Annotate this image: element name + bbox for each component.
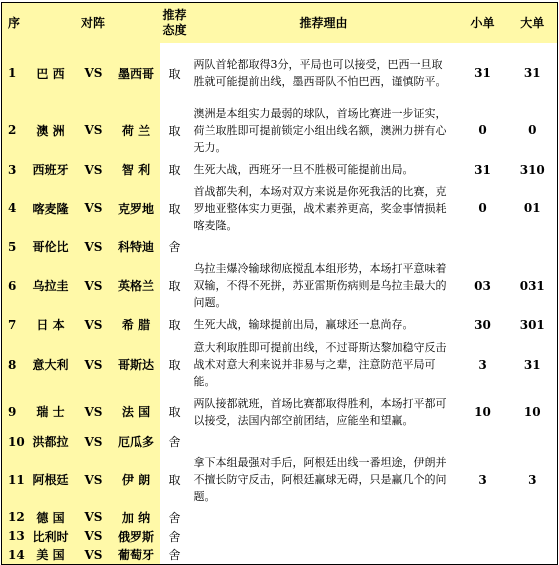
reason-text: 意大利取胜即可提前出线，不过哥斯达黎加稳守反击战术对意大利来说并非易与之辈，注意防范平局可能。: [190, 338, 458, 392]
vs-label: VS: [75, 432, 113, 452]
vs-label: VS: [75, 546, 113, 565]
row-number: 13: [2, 527, 27, 546]
home-team: 哥伦比: [27, 234, 75, 260]
vs-label: VS: [75, 157, 113, 183]
small-bet: 0: [458, 183, 508, 234]
table-row: [2, 392, 558, 432]
reason-text: [190, 546, 458, 565]
header-small: 小单: [458, 3, 508, 43]
away-team: 哥斯达: [113, 338, 160, 392]
big-bet: [508, 234, 558, 260]
table-row: [2, 157, 558, 183]
big-bet: 31: [508, 338, 558, 392]
big-bet: [508, 508, 558, 527]
vs-label: VS: [75, 183, 113, 234]
small-bet: 30: [458, 312, 508, 338]
table-row: [2, 338, 558, 392]
small-bet: 31: [458, 157, 508, 183]
attitude: 舍: [160, 508, 190, 527]
vs-label: VS: [75, 104, 113, 157]
prediction-table: [1, 2, 558, 565]
small-bet: [458, 432, 508, 452]
away-team: 厄瓜多: [113, 432, 160, 452]
attitude: 舍: [160, 234, 190, 260]
small-bet: [458, 546, 508, 565]
home-team: 意大利: [27, 338, 75, 392]
reason-text: 拿下本组最强对手后，阿根廷出线一番坦途，伊朗并不擅长防守反击，阿根廷赢球无碍，只是赢几个的问题。: [190, 452, 458, 508]
attitude: 取: [160, 338, 190, 392]
small-bet: [458, 527, 508, 546]
home-team: 乌拉圭: [27, 260, 75, 312]
vs-label: VS: [75, 527, 113, 546]
attitude: 舍: [160, 546, 190, 565]
small-bet: 10: [458, 392, 508, 432]
header-attitude: 推荐态度: [160, 3, 190, 43]
vs-label: VS: [75, 338, 113, 392]
home-team: 巴 西: [27, 43, 75, 104]
small-bet: 0: [458, 104, 508, 157]
reason-text: 生死大战，西班牙一旦不胜极可能提前出局。: [190, 157, 458, 183]
attitude: 取: [160, 183, 190, 234]
attitude: 取: [160, 104, 190, 157]
reason-text: 两队首轮都取得3分，平局也可以接受，巴西一旦取胜就可能提前出线，墨西哥队不怕巴西，谨慎防平。: [190, 43, 458, 104]
reason-text: 生死大战，输球提前出局，赢球还一息尚存。: [190, 312, 458, 338]
big-bet: [508, 527, 558, 546]
big-bet: 10: [508, 392, 558, 432]
table-row: [2, 312, 558, 338]
table-row: [2, 432, 558, 452]
reason-text: 澳洲是本组实力最弱的球队，首场比赛进一步证实，荷兰取胜即可提前锁定小组出线名额，澳洲力拼有心无力。: [190, 104, 458, 157]
attitude: 舍: [160, 527, 190, 546]
reason-text: [190, 527, 458, 546]
row-number: 3: [2, 157, 27, 183]
away-team: 伊 朗: [113, 452, 160, 508]
vs-label: VS: [75, 452, 113, 508]
table-row: [2, 260, 558, 312]
big-bet: [508, 432, 558, 452]
header-big: 大单: [508, 3, 558, 43]
attitude: 取: [160, 157, 190, 183]
header-reason: 推荐理由: [190, 3, 458, 43]
small-bet: 3: [458, 338, 508, 392]
vs-label: VS: [75, 234, 113, 260]
row-number: 9: [2, 392, 27, 432]
home-team: 德 国: [27, 508, 75, 527]
big-bet: 310: [508, 157, 558, 183]
big-bet: 031: [508, 260, 558, 312]
home-team: 瑞 士: [27, 392, 75, 432]
row-number: 2: [2, 104, 27, 157]
reason-text: [190, 432, 458, 452]
row-number: 4: [2, 183, 27, 234]
attitude: 舍: [160, 432, 190, 452]
big-bet: [508, 546, 558, 565]
small-bet: 3: [458, 452, 508, 508]
attitude: 取: [160, 392, 190, 432]
table-row: [2, 183, 558, 234]
attitude: 取: [160, 452, 190, 508]
attitude: 取: [160, 260, 190, 312]
reason-text: 乌拉圭爆冷输球彻底搅乱本组形势，本场打平意味着双输，不得不死拼，苏亚雷斯伤病则是乌拉圭最大的问题。: [190, 260, 458, 312]
header-num: 序: [2, 3, 27, 43]
home-team: 比利时: [27, 527, 75, 546]
attitude: 取: [160, 43, 190, 104]
row-number: 12: [2, 508, 27, 527]
away-team: 科特迪: [113, 234, 160, 260]
away-team: 葡萄牙: [113, 546, 160, 565]
small-bet: 03: [458, 260, 508, 312]
home-team: 日 本: [27, 312, 75, 338]
table-row: [2, 508, 558, 527]
big-bet: 3: [508, 452, 558, 508]
home-team: 西班牙: [27, 157, 75, 183]
home-team: 喀麦隆: [27, 183, 75, 234]
row-number: 1: [2, 43, 27, 104]
row-number: 11: [2, 452, 27, 508]
vs-label: VS: [75, 312, 113, 338]
attitude: 取: [160, 312, 190, 338]
away-team: 法 国: [113, 392, 160, 432]
table-row: [2, 104, 558, 157]
away-team: 荷 兰: [113, 104, 160, 157]
row-number: 6: [2, 260, 27, 312]
away-team: 希 腊: [113, 312, 160, 338]
away-team: 智 利: [113, 157, 160, 183]
header-match: 对阵: [27, 3, 160, 43]
table-row: [2, 546, 558, 565]
away-team: 英格兰: [113, 260, 160, 312]
row-number: 5: [2, 234, 27, 260]
small-bet: 31: [458, 43, 508, 104]
big-bet: 301: [508, 312, 558, 338]
vs-label: VS: [75, 508, 113, 527]
away-team: 俄罗斯: [113, 527, 160, 546]
reason-text: [190, 508, 458, 527]
row-number: 8: [2, 338, 27, 392]
header-row: [2, 3, 558, 43]
away-team: 墨西哥: [113, 43, 160, 104]
big-bet: 31: [508, 43, 558, 104]
home-team: 阿根廷: [27, 452, 75, 508]
small-bet: [458, 508, 508, 527]
big-bet: 0: [508, 104, 558, 157]
table-row: [2, 43, 558, 104]
home-team: 澳 洲: [27, 104, 75, 157]
big-bet: 01: [508, 183, 558, 234]
reason-text: [190, 234, 458, 260]
row-number: 10: [2, 432, 27, 452]
row-number: 7: [2, 312, 27, 338]
home-team: 洪都拉: [27, 432, 75, 452]
table-row: [2, 234, 558, 260]
vs-label: VS: [75, 43, 113, 104]
row-number: 14: [2, 546, 27, 565]
vs-label: VS: [75, 392, 113, 432]
table-row: [2, 527, 558, 546]
away-team: 克罗地: [113, 183, 160, 234]
vs-label: VS: [75, 260, 113, 312]
table-row: [2, 452, 558, 508]
small-bet: [458, 234, 508, 260]
home-team: 美 国: [27, 546, 75, 565]
away-team: 加 纳: [113, 508, 160, 527]
reason-text: 首战都失利，本场对双方来说是你死我活的比赛，克罗地亚整体实力更强，战术素养更高，奖金事情损耗喀麦隆。: [190, 183, 458, 234]
reason-text: 两队接都就班，首场比赛都取得胜利，本场打平都可以接受，法国内部空前团结，应能坐和望赢。: [190, 392, 458, 432]
